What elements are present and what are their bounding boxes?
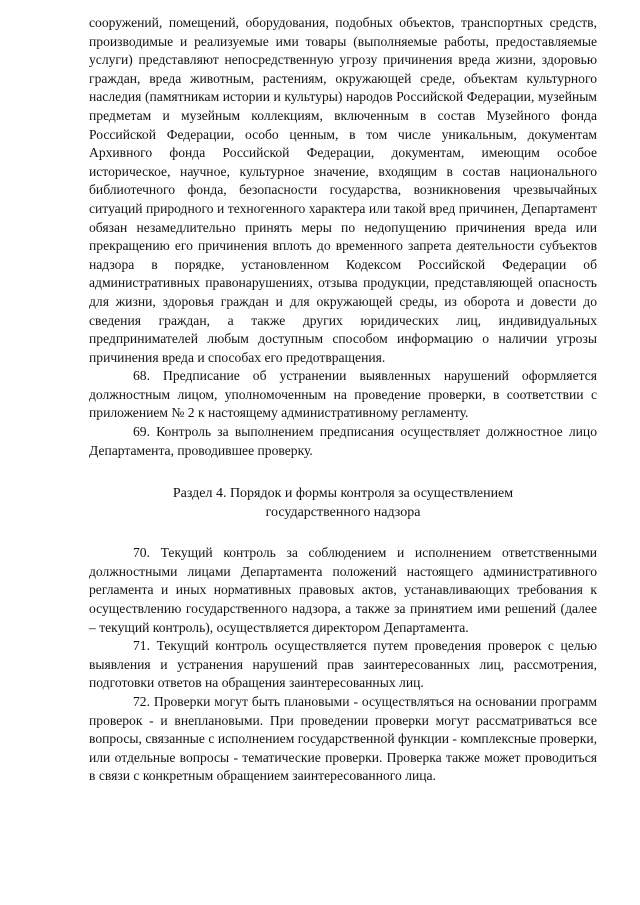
- section-heading: [89, 484, 597, 522]
- paragraph-72: 72. Проверки могут быть плановыми - осуществляться на основании программ проверок - и внеплановыми. При проведении проверки могут рассматриваться все вопросы, связанные с исполнением государственной функции - комплексные проверки, или отдельные вопросы - тематические проверки. Проверка также может проводиться в связи с конкретным обращением заинтересованного лица.: [89, 694, 597, 784]
- section-heading-line-2: государственного надзора: [265, 505, 421, 521]
- paragraph-continuation: сооружений, помещений, оборудования, подобных объектов, транспортных средств, производимые и реализуемые ими товары (выполняемые работы, предоставляемые услуги) представляют непосредственную угрозу причинения вреда жизни, здоровью граждан, вреда животным, растениям, окружающей среде, объектам культурного наследия (памятникам истории и культуры) народов Российской Федерации, музейным предметам и музейным коллекциям, включенным в состав Музейного фонда Российской Федерации, особо ценным, в том числе уникальным, документам Архивного фонда Российской Федерации, документам, имеющим особое историческое, научное, культурное значение, входящим в состав национального библиотечного фонда, безопасности государства, возникновения чрезвычайных ситуаций природного и техногенного характера или такой вред причинен, Департамент обязан незамедлительно принять меры по недопущению причинения вреда или прекращению его причинения вплоть до временного запрета деятельности субъектов надзора в порядке, установленном Кодексом Российской Федерации об административных правонарушениях, отзыва продукции, представляющей опасность для жизни, здоровья граждан и для окружающей среды, из оборота и довести до сведения граждан, а также других юридических лиц, индивидуальных предпринимателей любым доступным способом информацию о наличии угрозы причинения вреда и способах его предотвращения.: [89, 15, 597, 365]
- paragraph-68: 68. Предписание об устранении выявленных нарушений оформляется должностным лицом, уполномоченным на проведение проверки, в соответствии с приложением № 2 к настоящему административному регламенту.: [89, 368, 597, 421]
- paragraph-71: 71. Текущий контроль осуществляется путем проведения проверок с целью выявления и устранения нарушений прав заинтересованных лиц, рассмотрения, подготовки ответов на обращения заинтересованных лиц.: [89, 638, 597, 691]
- paragraph-70: 70. Текущий контроль за соблюдением и исполнением ответственными должностными лицами Департамента положений настоящего административного регламента и иных нормативных правовых актов, устанавливающих требования к осуществлению государственного надзора, а также за принятием ими решений (далее – текущий контроль), осуществляется директором Департамента.: [89, 545, 597, 635]
- section-heading-line-1: Раздел 4. Порядок и формы контроля за осуществлением: [172, 486, 514, 502]
- document-page: [89, 14, 597, 786]
- paragraph-69: 69. Контроль за выполнением предписания осуществляет должностное лицо Департамента, проводившее проверку.: [89, 424, 597, 458]
